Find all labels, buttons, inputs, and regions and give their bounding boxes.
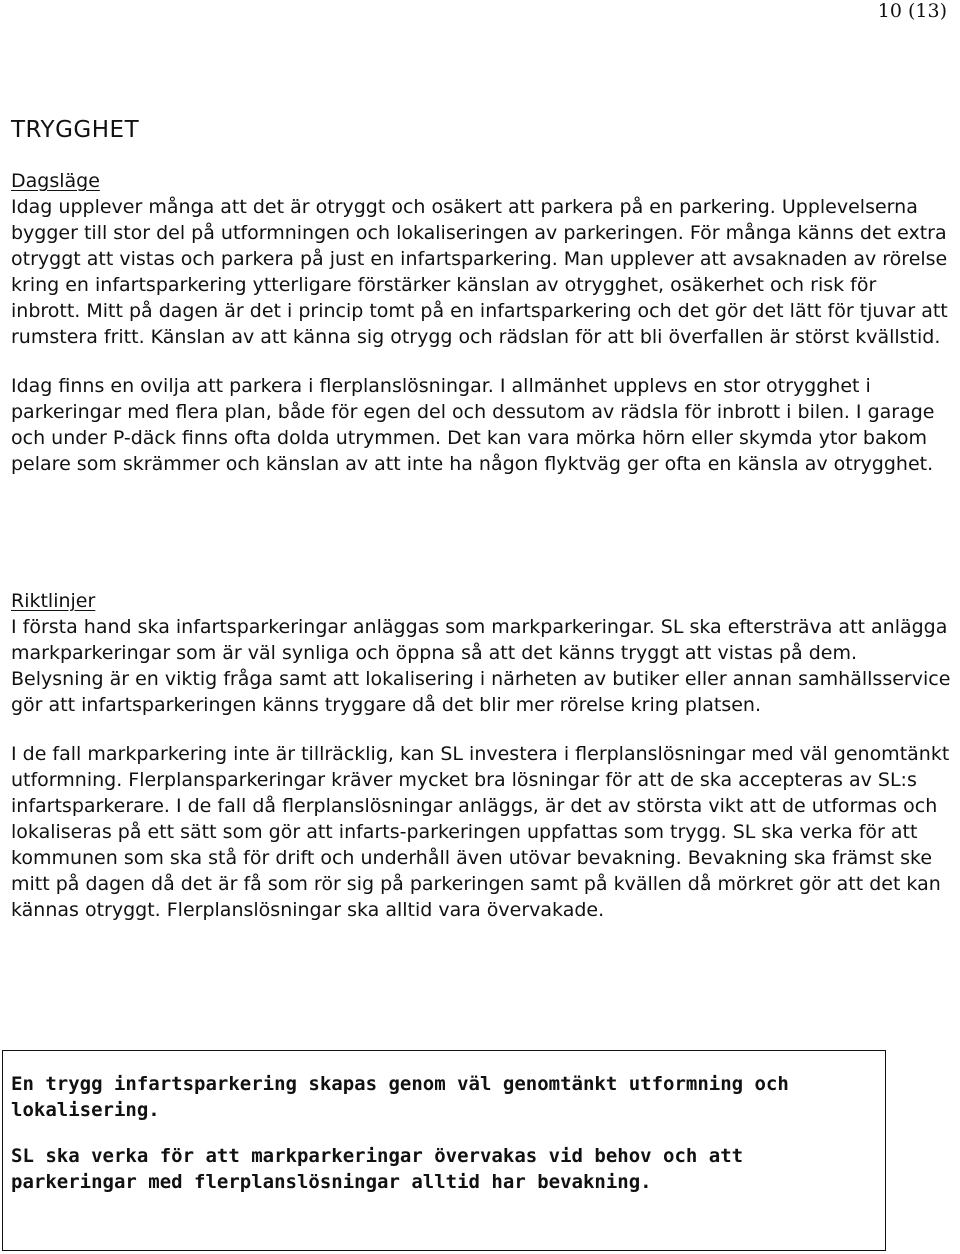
section-heading-riktlinjer: Riktlinjer — [11, 590, 96, 612]
section-heading-dagslage: Dagsläge — [11, 170, 100, 192]
section-riktlinjer — [11, 588, 951, 923]
page-title: TRYGGHET — [11, 117, 140, 143]
paragraph: Idag finns en ovilja att parkera i flerplanslösningar. I allmänhet upplevs en stor otrygghet i parkeringar med flera plan, både för egen del och dessutom av rädsla för inbrott i bilen. I garage och under P-däck finns ofta dolda utrymmen. Det kan vara mörka hörn eller skymda ytor bakom pelare som skrämmer och känslan av att inte ha någon flyktväg ger ofta en känsla av otrygghet. — [11, 375, 935, 475]
paragraph: I de fall markparkering inte är tillräcklig, kan SL investera i flerplanslösningar med väl genomtänkt utformning. Flerplansparkeringar kräver mycket bra lösningar för att de ska accepteras av SL:s infartsparkerare. I de fall då flerplanslösningar anläggs, är det av största vikt att de utformas och lokaliseras på ett sätt som gör att infarts-parkeringen uppfattas som trygg. SL ska verka för att kommunen som ska stå för drift och underhåll även utövar bevakning. Bevakning ska främst ske mitt på dagen då det är få som rör sig på parkeringen samt på kvällen då mörkret gör att det kan kännas otryggt. Flerplanslösningar ska alltid vara övervakade. — [11, 743, 950, 921]
section-dagslage — [11, 168, 951, 477]
summary-box — [2, 1050, 886, 1251]
paragraph: Idag upplever många att det är otryggt och osäkert att parkera på en parkering. Upplevelserna bygger till stor del på utformningen och lokaliseringen av parkeringen. För många känns det extra otryggt att vistas och parkera på just en infartsparkering. Man upplever att avsaknaden av rörelse kring en infartsparkering ytterligare förstärker känslan av otrygghet, osäkerhet och risk för inbrott. Mitt på dagen är det i princip tomt på en infartsparkering och det gör det lätt för tjuvar att rumstera fritt. Känslan av att känna sig otrygg och rädslan för att bli överfallen är störst kvällstid. — [11, 196, 948, 348]
page-number: 10 (13) — [877, 0, 947, 22]
summary-text: SL ska verka för att markparkeringar övervakas vid behov och att parkeringar med flerplanslösningar alltid har bevakning. — [11, 1145, 744, 1193]
paragraph: I första hand ska infartsparkeringar anläggas som markparkeringar. SL ska eftersträva att anlägga markparkeringar som är väl synliga och öppna så att det känns tryggt att vistas på dem. Belysning är en viktig fråga samt att lokalisering i närheten av butiker eller annan samhällsservice gör att infartsparkeringen känns tryggare då det blir mer rörelse kring platsen. — [11, 616, 951, 716]
summary-text: En trygg infartsparkering skapas genom väl genomtänkt utformning och lokalisering. — [11, 1073, 789, 1121]
